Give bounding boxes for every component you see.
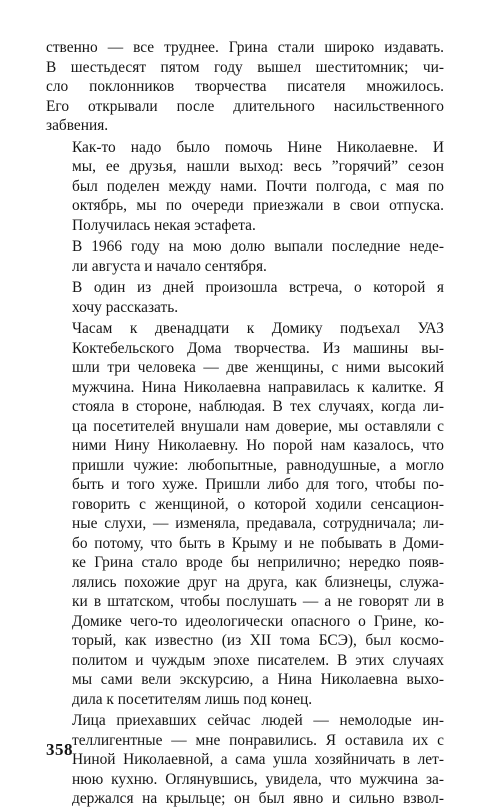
- text-line: нюю кухню. Оглянувшись, увидела, что мужчина за-: [72, 770, 444, 788]
- text-line: В один из дней произошла встреча, о которой я: [72, 279, 444, 296]
- text-line: В шестьдесят пятом году вышел шеститомник; чи-: [46, 58, 444, 76]
- text-line: говорить с женщиной, о которой ходили сенсацион-: [72, 495, 444, 513]
- text-line: ственно — все труднее. Грина стали широко издавать.: [46, 39, 444, 56]
- paragraph: [46, 711, 444, 809]
- text-line: шли три человека — две женщины, с ними высокий: [72, 359, 444, 376]
- text-line: лялись похожие друг на друга, как близнецы, служа-: [72, 573, 444, 591]
- text-line: дила к посетителям лишь под конец.: [72, 690, 313, 708]
- text-line: хочу рассказать.: [72, 298, 179, 316]
- text-line: ли августа и начало сентября.: [72, 257, 267, 275]
- text-line: ные слухи, — изменяла, предавала, сотрудничала; ли-: [72, 515, 444, 532]
- text-line: забвения.: [46, 117, 109, 134]
- text-line: ке Грина стало вроде бы неприлично; нередко появ-: [72, 554, 444, 571]
- text-line: Получилась некая эстафета.: [72, 216, 256, 234]
- text-line: В 1966 году на мою долю выпали последние неде-: [72, 238, 444, 255]
- text-line: бо потому, что быть в Крыму и не побывать в Доми-: [72, 534, 444, 552]
- text-line: быть и того хуже. Пришли либо для того, чтобы по-: [72, 476, 444, 493]
- text-line: ки в штатском, чтобы послушать — а не говорят ли в: [72, 593, 444, 610]
- paragraph: [46, 38, 444, 136]
- text-line: Часам к двенадцати к Домику подъехал УАЗ: [72, 320, 444, 337]
- text-line: октябрь, мы по очереди приезжали в свои отпуска.: [72, 197, 444, 214]
- paragraph: [46, 319, 444, 709]
- text-line: стояла в стороне, наблюдая. В тех случаях, когда ли-: [72, 398, 444, 415]
- text-line: Домике чего-то идеологически опасного о Грине, ко-: [72, 612, 444, 630]
- text-line: пришли чужие: любопытные, равнодушные, а могло: [72, 456, 444, 474]
- text-line: ца посетителей внушали нам доверие, мы оставляли с: [72, 417, 444, 435]
- page-number: 358: [46, 740, 73, 759]
- text-line: был поделен между нами. Почти полгода, с мая по: [72, 177, 444, 195]
- text-line: ними Нину Николаевну. Но порой нам казалось, что: [72, 437, 444, 454]
- text-line: Лица приехавших сейчас людей — немолодые ин-: [72, 712, 444, 729]
- paragraph: [46, 278, 444, 317]
- text-line: Ниной Николаевной, а сама ушла хозяйничать в лет-: [72, 751, 444, 768]
- paragraph: [46, 237, 444, 276]
- text-line: мы, ее друзья, нашли выход: весь ”горячий” сезон: [72, 158, 444, 175]
- text-line: сло поклонников творчества писателя множилось.: [46, 78, 444, 95]
- text-line: политом и чуждым эпохе писателем. В этих случаях: [72, 651, 444, 669]
- text-line: Как-то надо было помочь Нине Николаевне. И: [72, 138, 444, 156]
- text-line: мужчина. Нина Николаевна направилась к калитке. Я: [72, 378, 444, 396]
- text-line: Коктебельского Дома творчества. Из машины вы-: [72, 339, 444, 357]
- text-line: мы сами вели экскурсию, а Нина Николаевна выхо-: [72, 671, 444, 688]
- text-line: Его открывали после длительного насильственного: [46, 97, 444, 115]
- paragraph: [46, 138, 444, 236]
- text-line: торый, как известно (из XII тома БСЭ), был космо-: [72, 632, 444, 649]
- body-text: [46, 38, 444, 811]
- text-line: держался на крыльце; он был явно и сильно взвол-: [72, 790, 444, 807]
- text-line: теллигентные — мне понравились. Я оставила их с: [72, 731, 444, 749]
